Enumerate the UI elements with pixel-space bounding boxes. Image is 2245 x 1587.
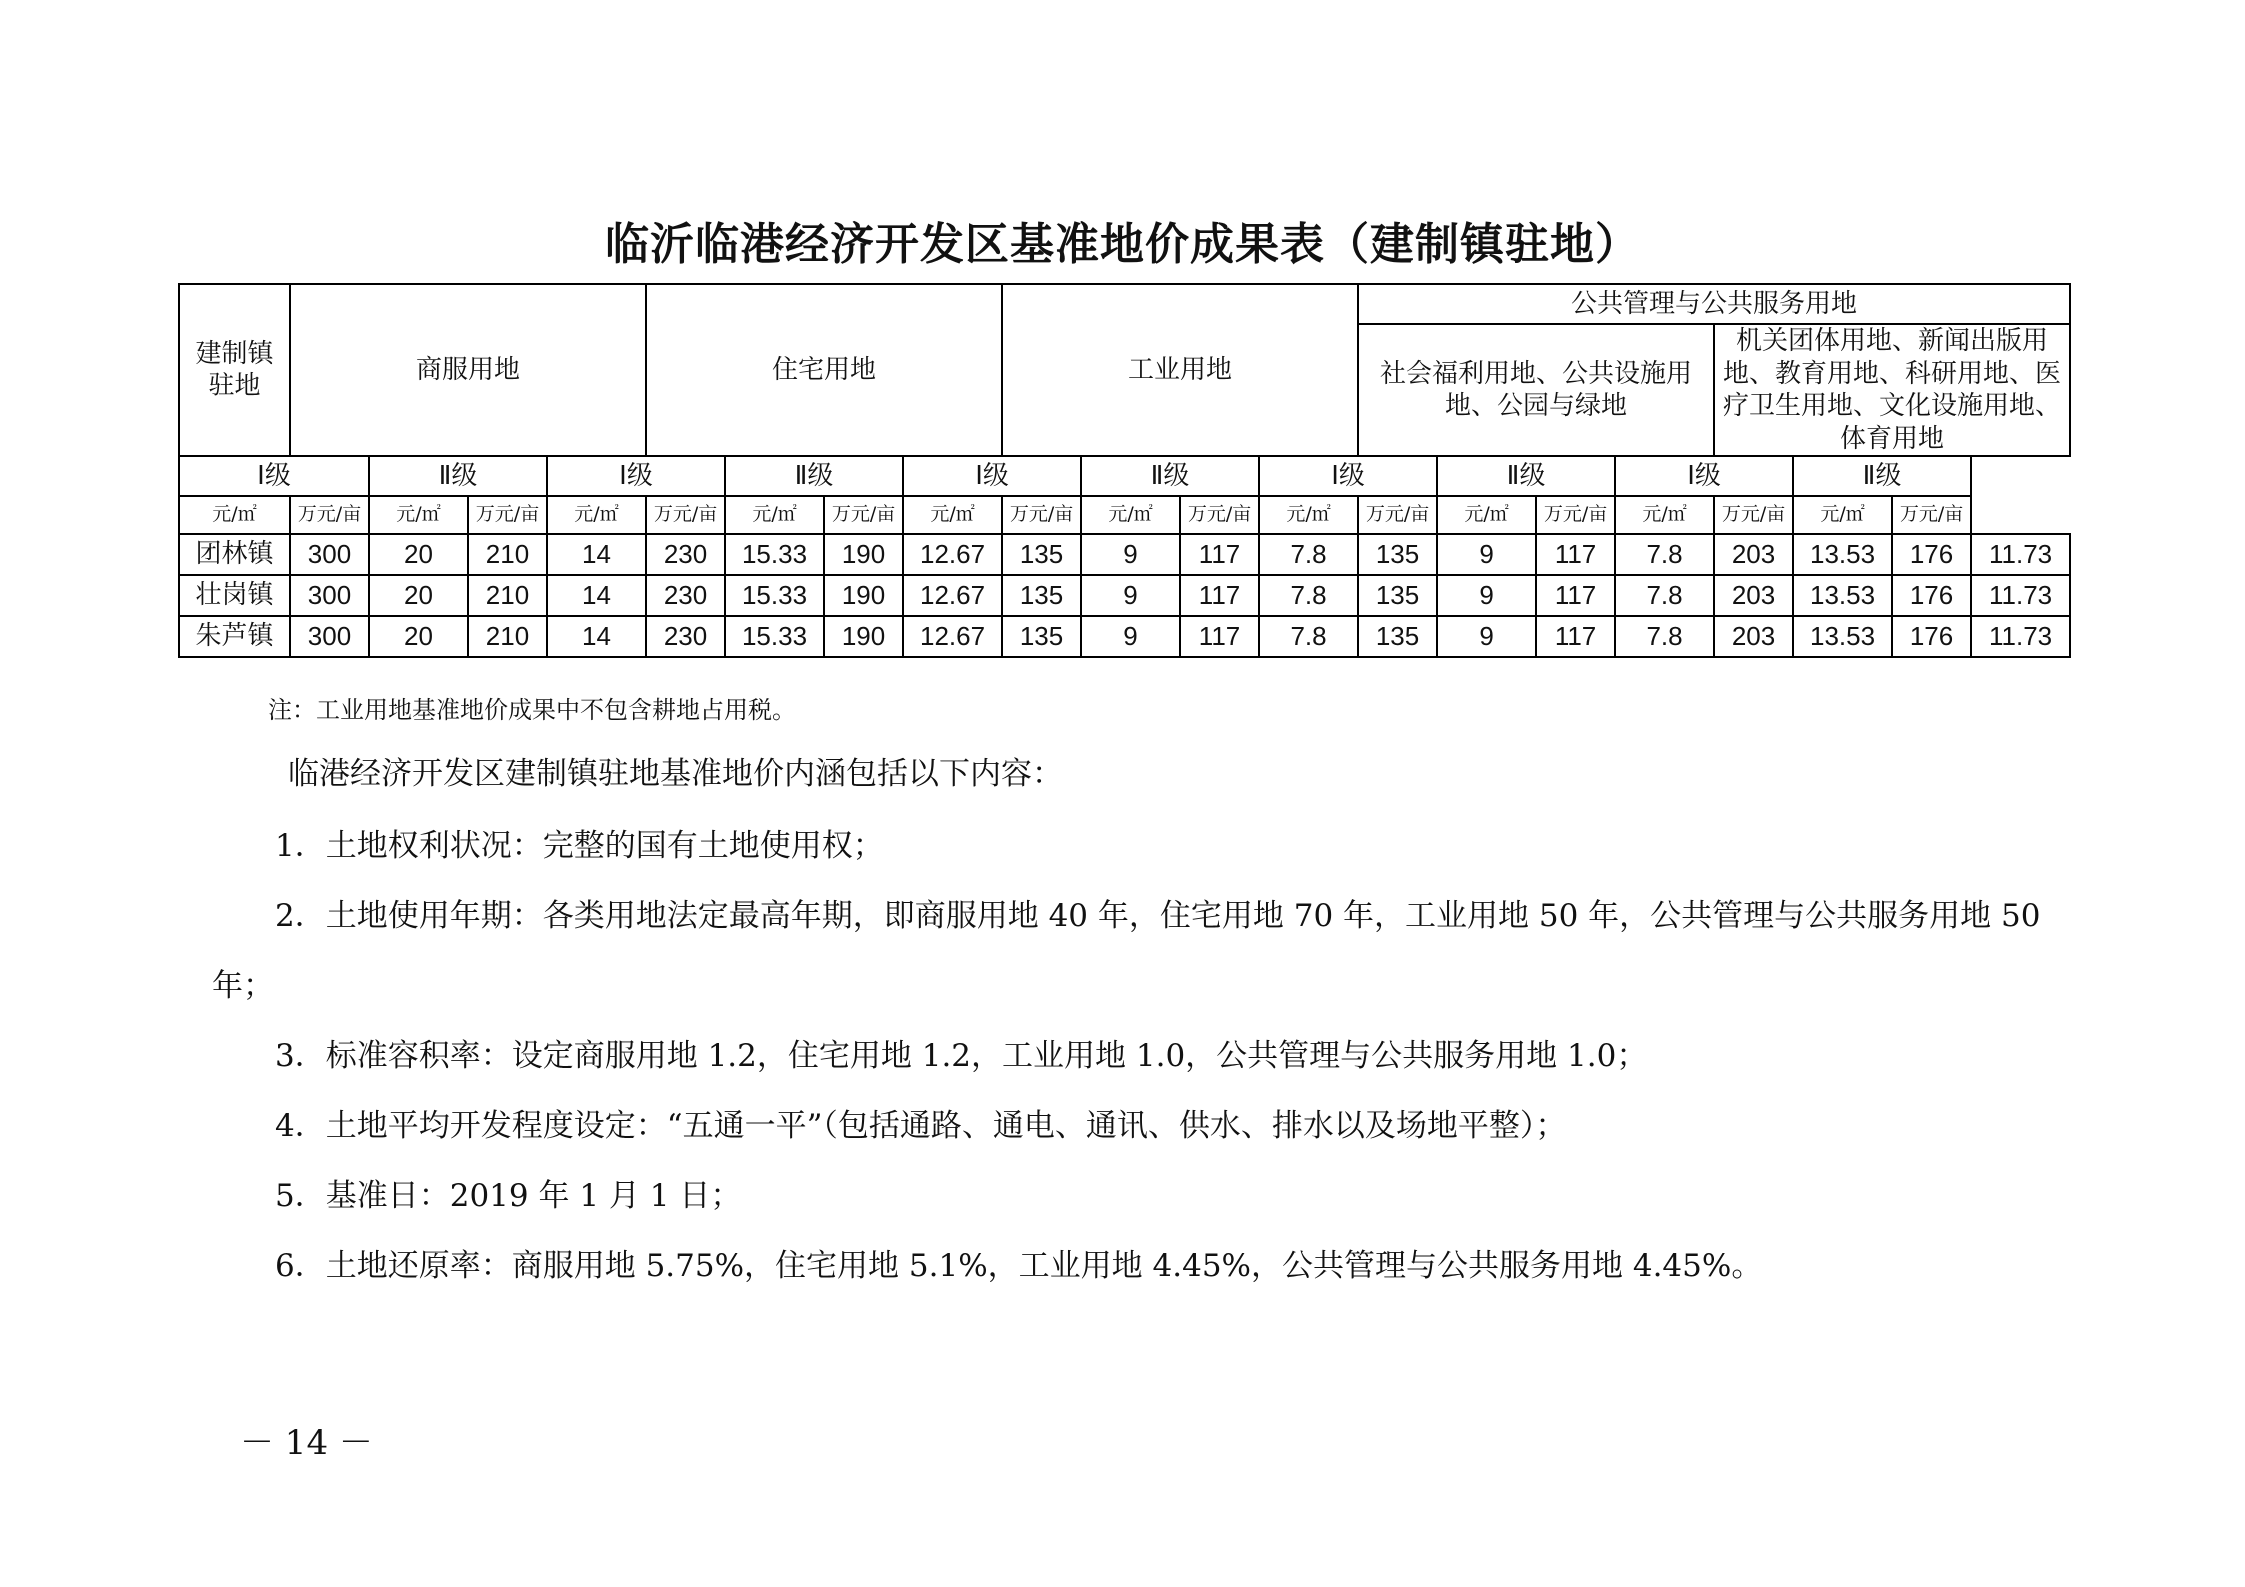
unit-header: 万元/亩 — [290, 496, 369, 534]
price-cell: 203 — [1714, 534, 1793, 575]
category-welfare — [1358, 324, 1714, 456]
level-header: Ⅱ级 — [369, 456, 547, 496]
price-cell: 300 — [290, 575, 369, 616]
price-cell: 12.67 — [903, 575, 1002, 616]
price-cell: 190 — [824, 534, 903, 575]
price-cell: 11.73 — [1971, 534, 2070, 575]
price-cell: 135 — [1358, 575, 1437, 616]
price-cell: 203 — [1714, 575, 1793, 616]
row-header-cell — [179, 284, 290, 456]
price-cell: 7.8 — [1259, 616, 1358, 657]
price-cell: 9 — [1081, 616, 1180, 657]
table-row — [179, 616, 2070, 657]
price-cell: 7.8 — [1615, 575, 1714, 616]
price-cell: 9 — [1081, 575, 1180, 616]
paragraph-2-continued: 年； — [212, 968, 274, 1004]
price-cell: 135 — [1358, 534, 1437, 575]
unit-header: 元/㎡ — [179, 496, 290, 534]
unit-header: 万元/亩 — [1002, 496, 1081, 534]
unit-header: 元/㎡ — [1793, 496, 1892, 534]
price-cell: 7.8 — [1615, 534, 1714, 575]
price-cell: 117 — [1536, 534, 1615, 575]
price-cell: 210 — [468, 616, 547, 657]
town-name: 壮岗镇 — [179, 575, 290, 616]
price-cell: 14 — [547, 534, 646, 575]
category-welfare-label: 社会福利用地、公共设施用地、公园与绿地 — [1380, 358, 1693, 421]
price-cell: 15.33 — [725, 575, 824, 616]
price-cell: 117 — [1180, 575, 1259, 616]
paragraph-1: 1．土地权利状况：完整的国有土地使用权； — [275, 828, 884, 864]
land-price-table — [178, 283, 2071, 658]
unit-header: 元/㎡ — [725, 496, 824, 534]
price-cell: 13.53 — [1793, 534, 1892, 575]
unit-header: 元/㎡ — [1615, 496, 1714, 534]
category-institutions-label: 机关团体用地、新闻出版用地、教育用地、科研用地、医疗卫生用地、文化设施用地、体育用地 — [1723, 326, 2062, 454]
price-cell: 210 — [468, 575, 547, 616]
unit-header: 万元/亩 — [1180, 496, 1259, 534]
price-cell: 230 — [646, 575, 725, 616]
level-header-row — [179, 456, 2070, 496]
price-cell: 7.8 — [1615, 616, 1714, 657]
category-institutions — [1714, 324, 2070, 456]
page-number: － 14 － — [240, 1423, 373, 1463]
price-cell: 135 — [1002, 534, 1081, 575]
level-header: Ⅱ级 — [1081, 456, 1259, 496]
table-row — [179, 575, 2070, 616]
price-cell: 20 — [369, 616, 468, 657]
price-cell: 210 — [468, 534, 547, 575]
intro-paragraph: 临港经济开发区建制镇驻地基准地价内涵包括以下内容： — [288, 756, 1063, 792]
price-cell: 117 — [1180, 534, 1259, 575]
price-cell: 7.8 — [1259, 575, 1358, 616]
level-header: Ⅱ级 — [725, 456, 903, 496]
price-cell: 176 — [1892, 616, 1971, 657]
paragraph-3: 3．标准容积率：设定商服用地 1.2，住宅用地 1.2，工业用地 1.0，公共管理与公共服务用地 1.0； — [275, 1038, 1648, 1074]
paragraph-6: 6．土地还原率：商服用地 5.75%，住宅用地 5.1%，工业用地 4.45%，公共管理与公共服务用地 4.45%。 — [275, 1248, 1763, 1284]
unit-header: 元/㎡ — [1437, 496, 1536, 534]
price-cell: 190 — [824, 616, 903, 657]
price-cell: 203 — [1714, 616, 1793, 657]
table-note: 注：工业用地基准地价成果中不包含耕地占用税。 — [268, 696, 796, 724]
row-header-label: 建制镇驻地 — [195, 338, 274, 401]
unit-header: 元/㎡ — [1259, 496, 1358, 534]
unit-header: 万元/亩 — [1892, 496, 1971, 534]
town-name: 朱芦镇 — [179, 616, 290, 657]
price-cell: 9 — [1437, 616, 1536, 657]
paragraph-2: 2．土地使用年期：各类用地法定最高年期，即商服用地 40 年，住宅用地 70 年，工业用地 50 年，公共管理与公共服务用地 50 — [275, 898, 2041, 934]
price-cell: 20 — [369, 534, 468, 575]
price-cell: 176 — [1892, 534, 1971, 575]
price-cell: 11.73 — [1971, 616, 2070, 657]
price-cell: 15.33 — [725, 534, 824, 575]
price-cell: 9 — [1081, 534, 1180, 575]
category-residential: 住宅用地 — [646, 284, 1002, 456]
price-cell: 14 — [547, 575, 646, 616]
price-cell: 15.33 — [725, 616, 824, 657]
unit-header-row — [179, 496, 2070, 534]
level-header: Ⅰ级 — [1259, 456, 1437, 496]
price-cell: 135 — [1002, 575, 1081, 616]
unit-header: 元/㎡ — [369, 496, 468, 534]
price-cell: 12.67 — [903, 616, 1002, 657]
level-header: Ⅰ级 — [1615, 456, 1793, 496]
price-cell: 190 — [824, 575, 903, 616]
price-cell: 300 — [290, 616, 369, 657]
price-cell: 11.73 — [1971, 575, 2070, 616]
unit-header: 万元/亩 — [1358, 496, 1437, 534]
price-cell: 13.53 — [1793, 616, 1892, 657]
price-cell: 13.53 — [1793, 575, 1892, 616]
unit-header: 元/㎡ — [1081, 496, 1180, 534]
price-cell: 230 — [646, 616, 725, 657]
price-cell: 230 — [646, 534, 725, 575]
price-cell: 9 — [1437, 534, 1536, 575]
unit-header: 元/㎡ — [547, 496, 646, 534]
price-cell: 135 — [1002, 616, 1081, 657]
paragraph-5: 5．基准日：2019 年 1 月 1 日； — [275, 1178, 742, 1214]
price-cell: 20 — [369, 575, 468, 616]
price-cell: 176 — [1892, 575, 1971, 616]
category-commercial: 商服用地 — [290, 284, 646, 456]
level-header: Ⅰ级 — [179, 456, 369, 496]
price-cell: 135 — [1358, 616, 1437, 657]
price-cell: 14 — [547, 616, 646, 657]
category-industrial: 工业用地 — [1002, 284, 1358, 456]
table-row — [179, 534, 2070, 575]
unit-header: 元/㎡ — [903, 496, 1002, 534]
category-public-group: 公共管理与公共服务用地 — [1358, 284, 2070, 324]
level-header: Ⅱ级 — [1793, 456, 1971, 496]
price-cell: 12.67 — [903, 534, 1002, 575]
town-name: 团林镇 — [179, 534, 290, 575]
level-header: Ⅱ级 — [1437, 456, 1615, 496]
unit-header: 万元/亩 — [646, 496, 725, 534]
price-cell: 117 — [1536, 616, 1615, 657]
price-cell: 9 — [1437, 575, 1536, 616]
level-header: Ⅰ级 — [903, 456, 1081, 496]
document-title: 临沂临港经济开发区基准地价成果表（建制镇驻地） — [605, 219, 1640, 270]
unit-header: 万元/亩 — [468, 496, 547, 534]
price-cell: 117 — [1536, 575, 1615, 616]
price-cell: 117 — [1180, 616, 1259, 657]
price-cell: 300 — [290, 534, 369, 575]
paragraph-4: 4．土地平均开发程度设定：“五通一平”（包括通路、通电、通讯、供水、排水以及场地平整）； — [275, 1108, 1567, 1144]
price-cell: 7.8 — [1259, 534, 1358, 575]
level-header: Ⅰ级 — [547, 456, 725, 496]
unit-header: 万元/亩 — [824, 496, 903, 534]
unit-header: 万元/亩 — [1536, 496, 1615, 534]
unit-header: 万元/亩 — [1714, 496, 1793, 534]
